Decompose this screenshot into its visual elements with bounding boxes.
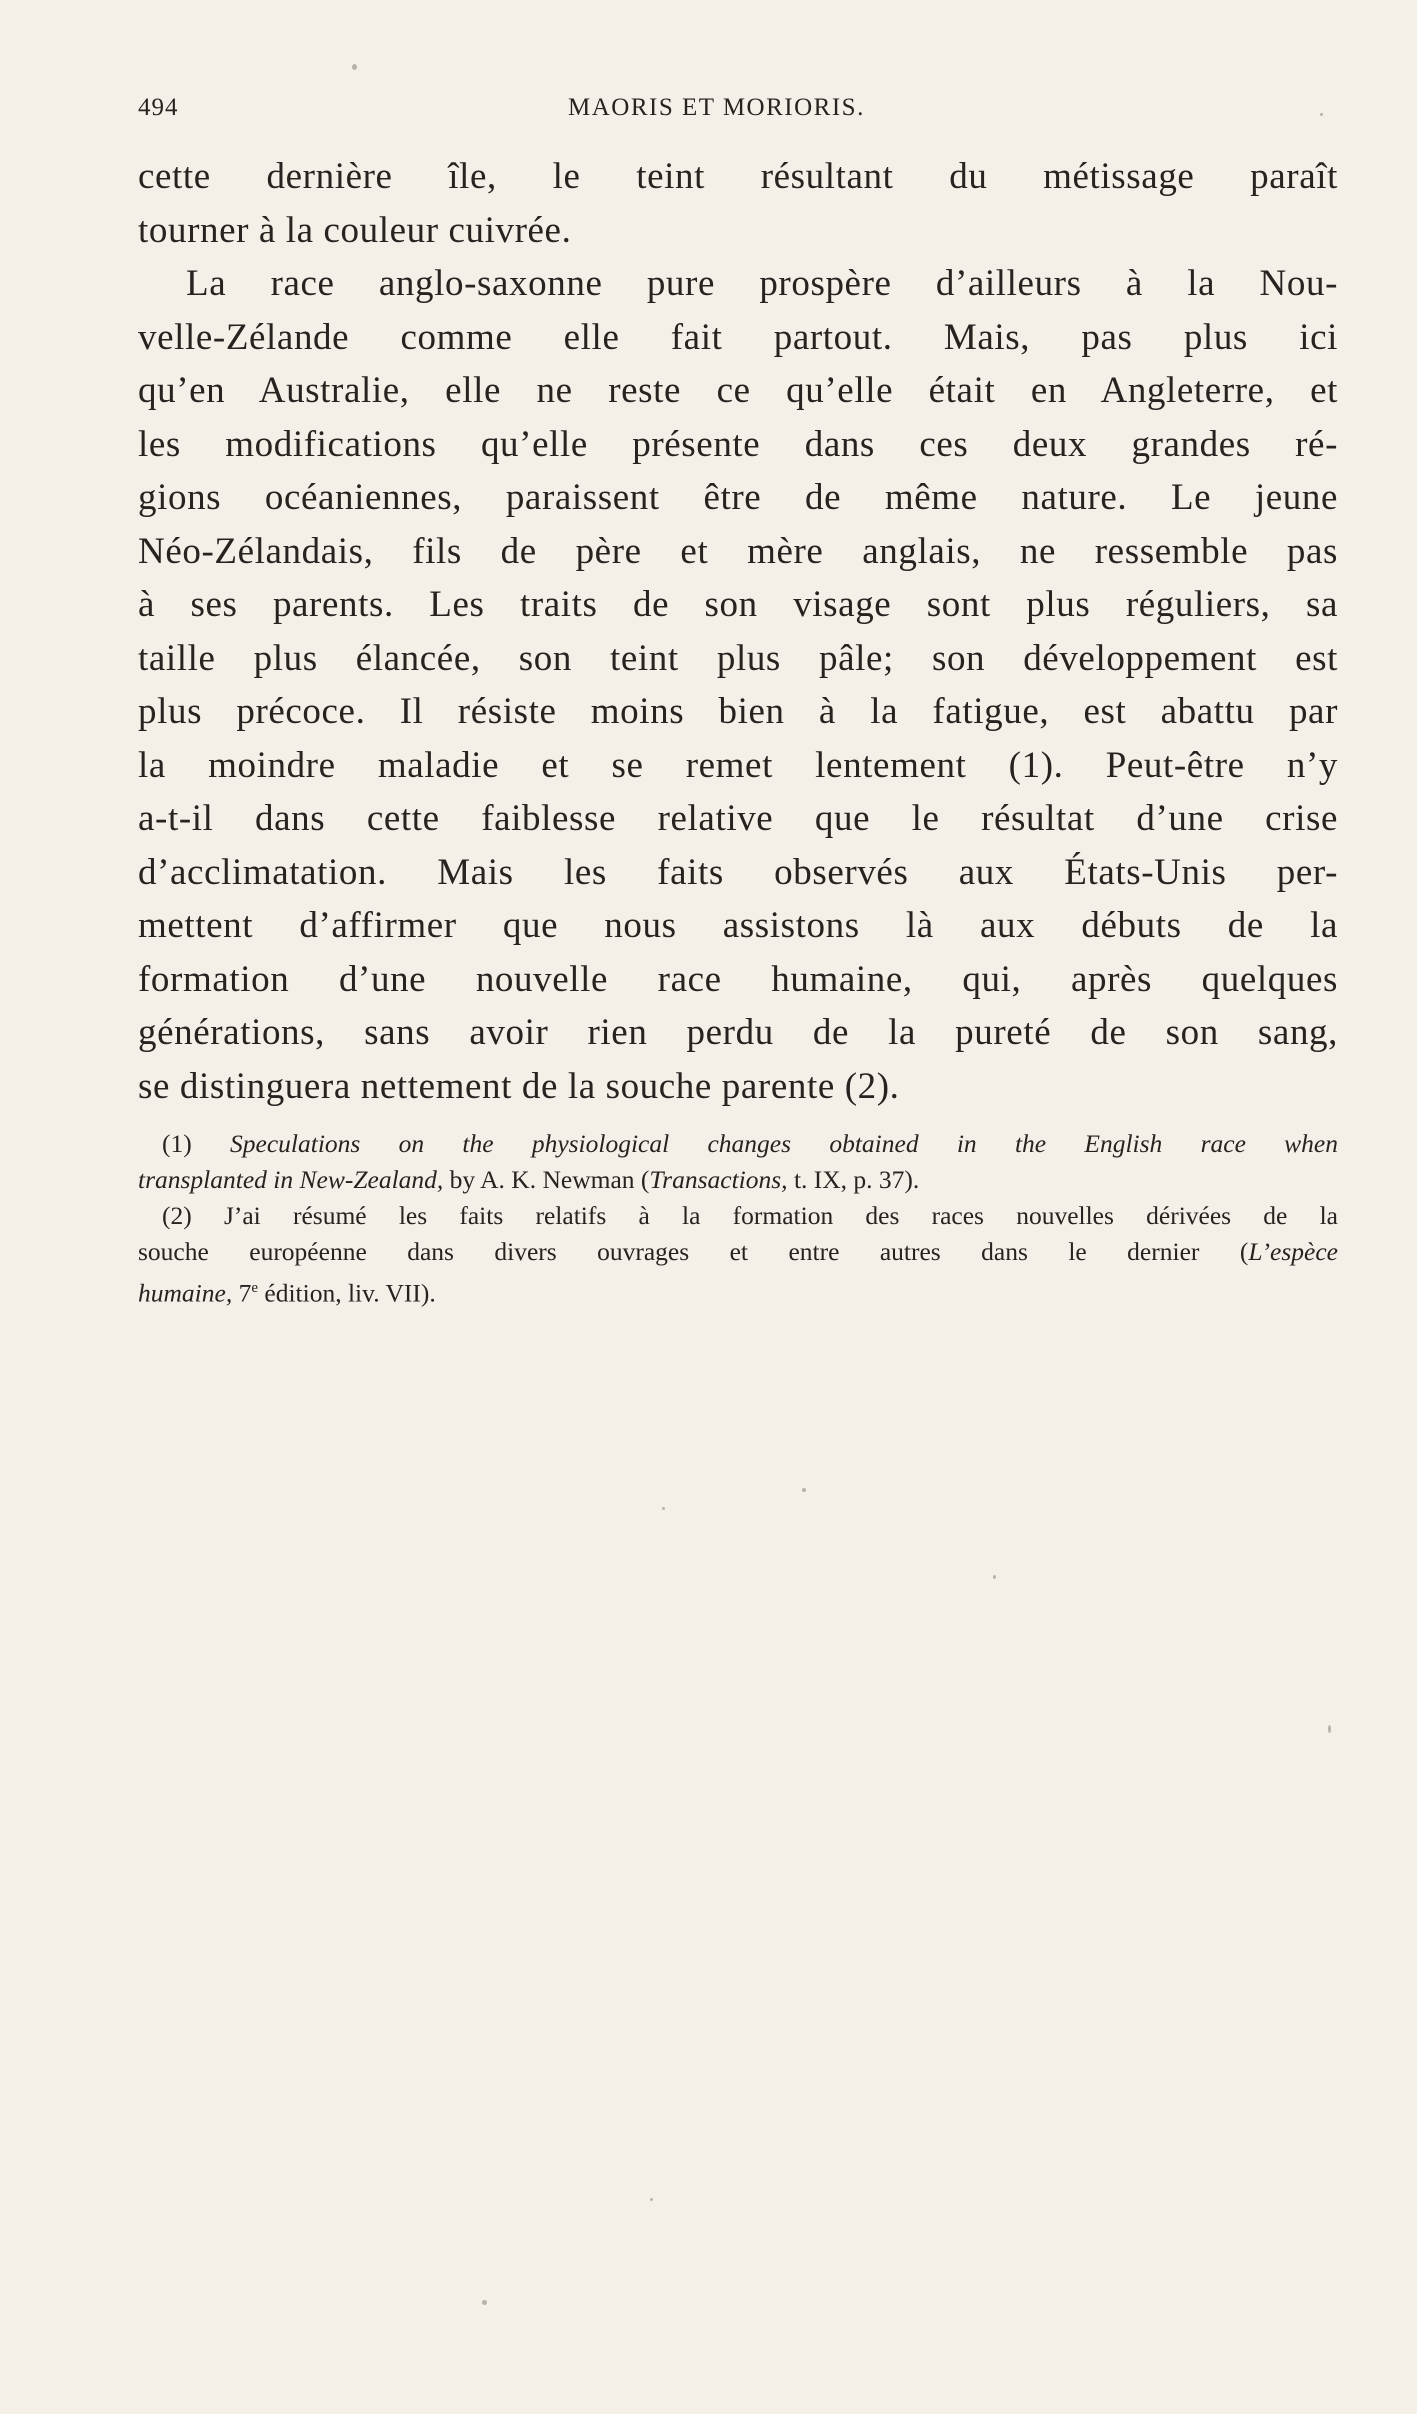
- footnote-2-line: [138, 1270, 1338, 1306]
- footnote-book-title: L’espèce: [1248, 1237, 1338, 1266]
- footnote-edition-suffix: e: [251, 1280, 258, 1296]
- paper-speck: [1320, 113, 1323, 116]
- text-line: se distinguera nettement de la souche parente (2).: [138, 1065, 900, 1107]
- paper-speck: [802, 1488, 806, 1492]
- page-header: [138, 94, 1338, 134]
- page-number: 494: [138, 94, 179, 121]
- text-line: à ses parents. Les traits de son visage sont plus réguliers, sa: [138, 584, 1338, 625]
- text-line: cette dernière île, le teint résultant du métissage paraît: [138, 156, 1338, 197]
- paper-speck: [993, 1575, 996, 1579]
- paper-speck: [650, 2198, 653, 2201]
- text-line: gions océaniennes, paraissent être de même nature. Le jeune: [138, 477, 1338, 518]
- footnote-text: édition, liv. VII).: [258, 1278, 436, 1308]
- footnote-marker: (1): [162, 1129, 192, 1158]
- text-line: générations, sans avoir rien perdu de la pureté de son sang,: [138, 1012, 1338, 1053]
- footnote-1-line: [138, 1162, 1338, 1198]
- footnote-title: Speculations on the physiological changes obtained in the English race when: [230, 1129, 1338, 1158]
- footnote-edition: 7: [238, 1278, 252, 1308]
- text-line: la moindre maladie et se remet lentement (1). Peut-être n’y: [138, 744, 1338, 786]
- text-line: velle-Zélande comme elle fait partout. Mais, pas plus ici: [138, 316, 1338, 358]
- footnote-author: by A. K. Newman (: [449, 1165, 650, 1194]
- paper-speck: [1328, 1725, 1331, 1733]
- text-line: Néo-Zélandais, fils de père et mère anglais, ne ressemble pas: [138, 530, 1338, 572]
- text-line: tourner à la couleur cuivrée.: [138, 209, 572, 251]
- footnote-journal: Transactions,: [649, 1165, 788, 1194]
- footnote-2-line: [138, 1234, 1338, 1270]
- text-line: d’acclimatation. Mais les faits observés aux États-Unis per-: [138, 851, 1338, 893]
- text-line: plus précoce. Il résiste moins bien à la fatigue, est abattu par: [138, 691, 1338, 732]
- text-line: qu’en Australie, elle ne reste ce qu’elle était en Angleterre, et: [138, 370, 1338, 411]
- text-line: a-t-il dans cette faiblesse relative que le résultat d’une crise: [138, 798, 1338, 839]
- footnote-reference: t. IX, p. 37).: [793, 1165, 920, 1194]
- footnote-1-line: [138, 1126, 1338, 1162]
- text-line: mettent d’affirmer que nous assistons là aux débuts de la: [138, 905, 1338, 946]
- footnote-2-line: (2) J’ai résumé les faits relatifs à la formation des races nouvelles dérivées de la: [162, 1201, 1338, 1230]
- footnotes: [138, 1126, 1338, 1306]
- paper-speck: [482, 2300, 487, 2305]
- text-line: les modifications qu’elle présente dans ces deux grandes ré-: [138, 423, 1338, 465]
- text-line: taille plus élancée, son teint plus pâle; son développement est: [138, 637, 1338, 679]
- footnote-text: souche européenne dans divers ouvrages et entre autres dans le dernier (: [138, 1237, 1249, 1266]
- running-title: MAORIS ET MORIORIS.: [568, 94, 865, 121]
- paper-speck: [352, 64, 357, 70]
- text-line: formation d’une nouvelle race humaine, qui, après quelques: [138, 958, 1338, 1000]
- footnote-book-title: humaine,: [138, 1278, 233, 1308]
- footnote-title: transplanted in New-Zealand,: [138, 1165, 444, 1194]
- main-text: [138, 150, 1338, 1113]
- text-line: La race anglo-saxonne pure prospère d’ailleurs à la Nou-: [186, 263, 1338, 304]
- paper-speck: [662, 1507, 665, 1510]
